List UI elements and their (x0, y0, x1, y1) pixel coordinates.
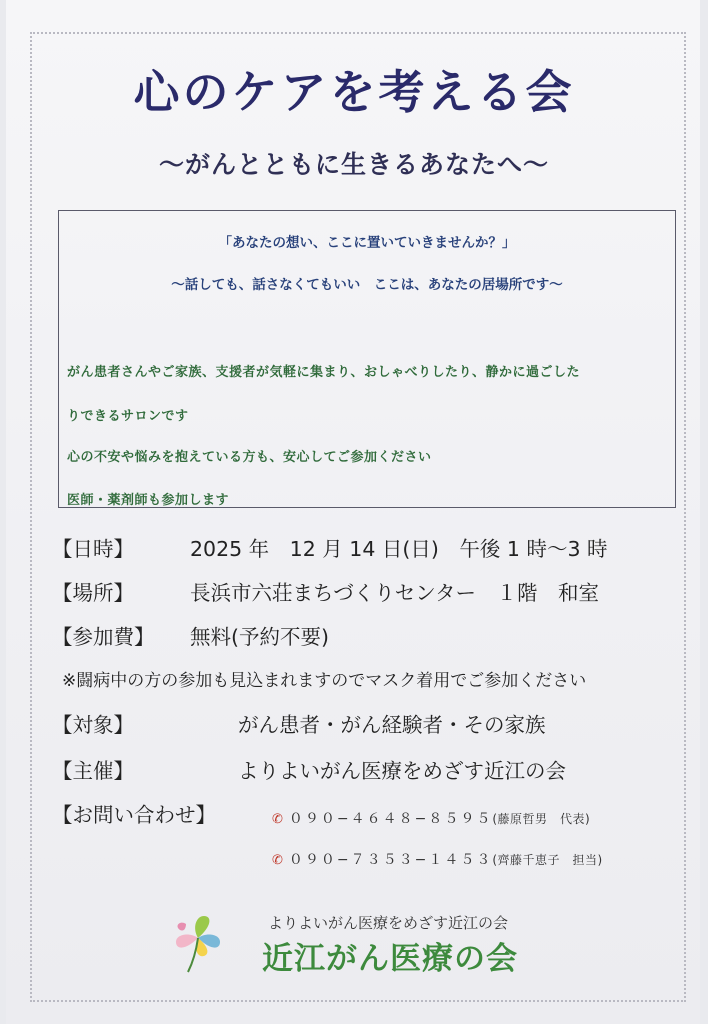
target-label: 【対象】 (52, 713, 134, 737)
place-value: 長浜市六荘まちづくりセンター １階 和室 (190, 581, 599, 605)
message-line: りできるサロンです (67, 409, 189, 424)
contact-name: (齊藤千恵子 担当) (492, 853, 603, 867)
date-value: 2025 年 12 月 14 日(日) 午後 1 時〜3 時 (190, 537, 608, 561)
target-value: がん患者・がん経験者・その家族 (238, 713, 546, 737)
fee-value: 無料(予約不要) (190, 625, 329, 649)
clover-logo-icon (158, 898, 238, 978)
phone-icon: ✆ (272, 812, 285, 827)
contact-name: (藤原哲男 代表) (492, 812, 591, 826)
page-title: 心のケアを考える会 (133, 65, 575, 119)
message-line: がん患者さんやご家族、支援者が気軽に集まり、おしゃべりしたり、静かに過ごした (67, 365, 581, 380)
date-label: 【日時】 (52, 537, 134, 561)
message-line: 医師・薬剤師も参加します (67, 493, 230, 508)
contact-label: 【お問い合わせ】 (52, 803, 216, 827)
message-tagline: 〜話しても、話さなくてもいい ここは、あなたの居場所です〜 (171, 277, 563, 293)
host-value: よりよいがん医療をめざす近江の会 (238, 759, 566, 783)
org-subtitle: よりよいがん医療をめざす近江の会 (268, 914, 509, 932)
message-box (58, 210, 676, 508)
message-quote: 「あなたの想い、ここに置いていきませんか？」 (218, 235, 516, 251)
place-label: 【場所】 (52, 581, 134, 605)
host-label: 【主催】 (52, 759, 134, 783)
contact-item (272, 849, 603, 869)
mask-note: ※闘病中の方の参加も見込まれますのでマスク着用でご参加ください (62, 671, 587, 691)
org-name: 近江がん医療の会 (262, 941, 518, 977)
message-line: 心の不安や悩みを抱えている方も、安心してご参加ください (67, 450, 432, 465)
fee-label: 【参加費】 (52, 625, 155, 649)
contact-phone[interactable]: ０９０−４６４８−８５９５ (288, 811, 493, 827)
phone-icon: ✆ (272, 853, 285, 868)
page-subtitle: 〜がんとともに生きるあなたへ〜 (158, 150, 549, 179)
contact-item (272, 808, 590, 828)
contact-phone[interactable]: ０９０−７３５３−１４５３ (288, 852, 493, 868)
